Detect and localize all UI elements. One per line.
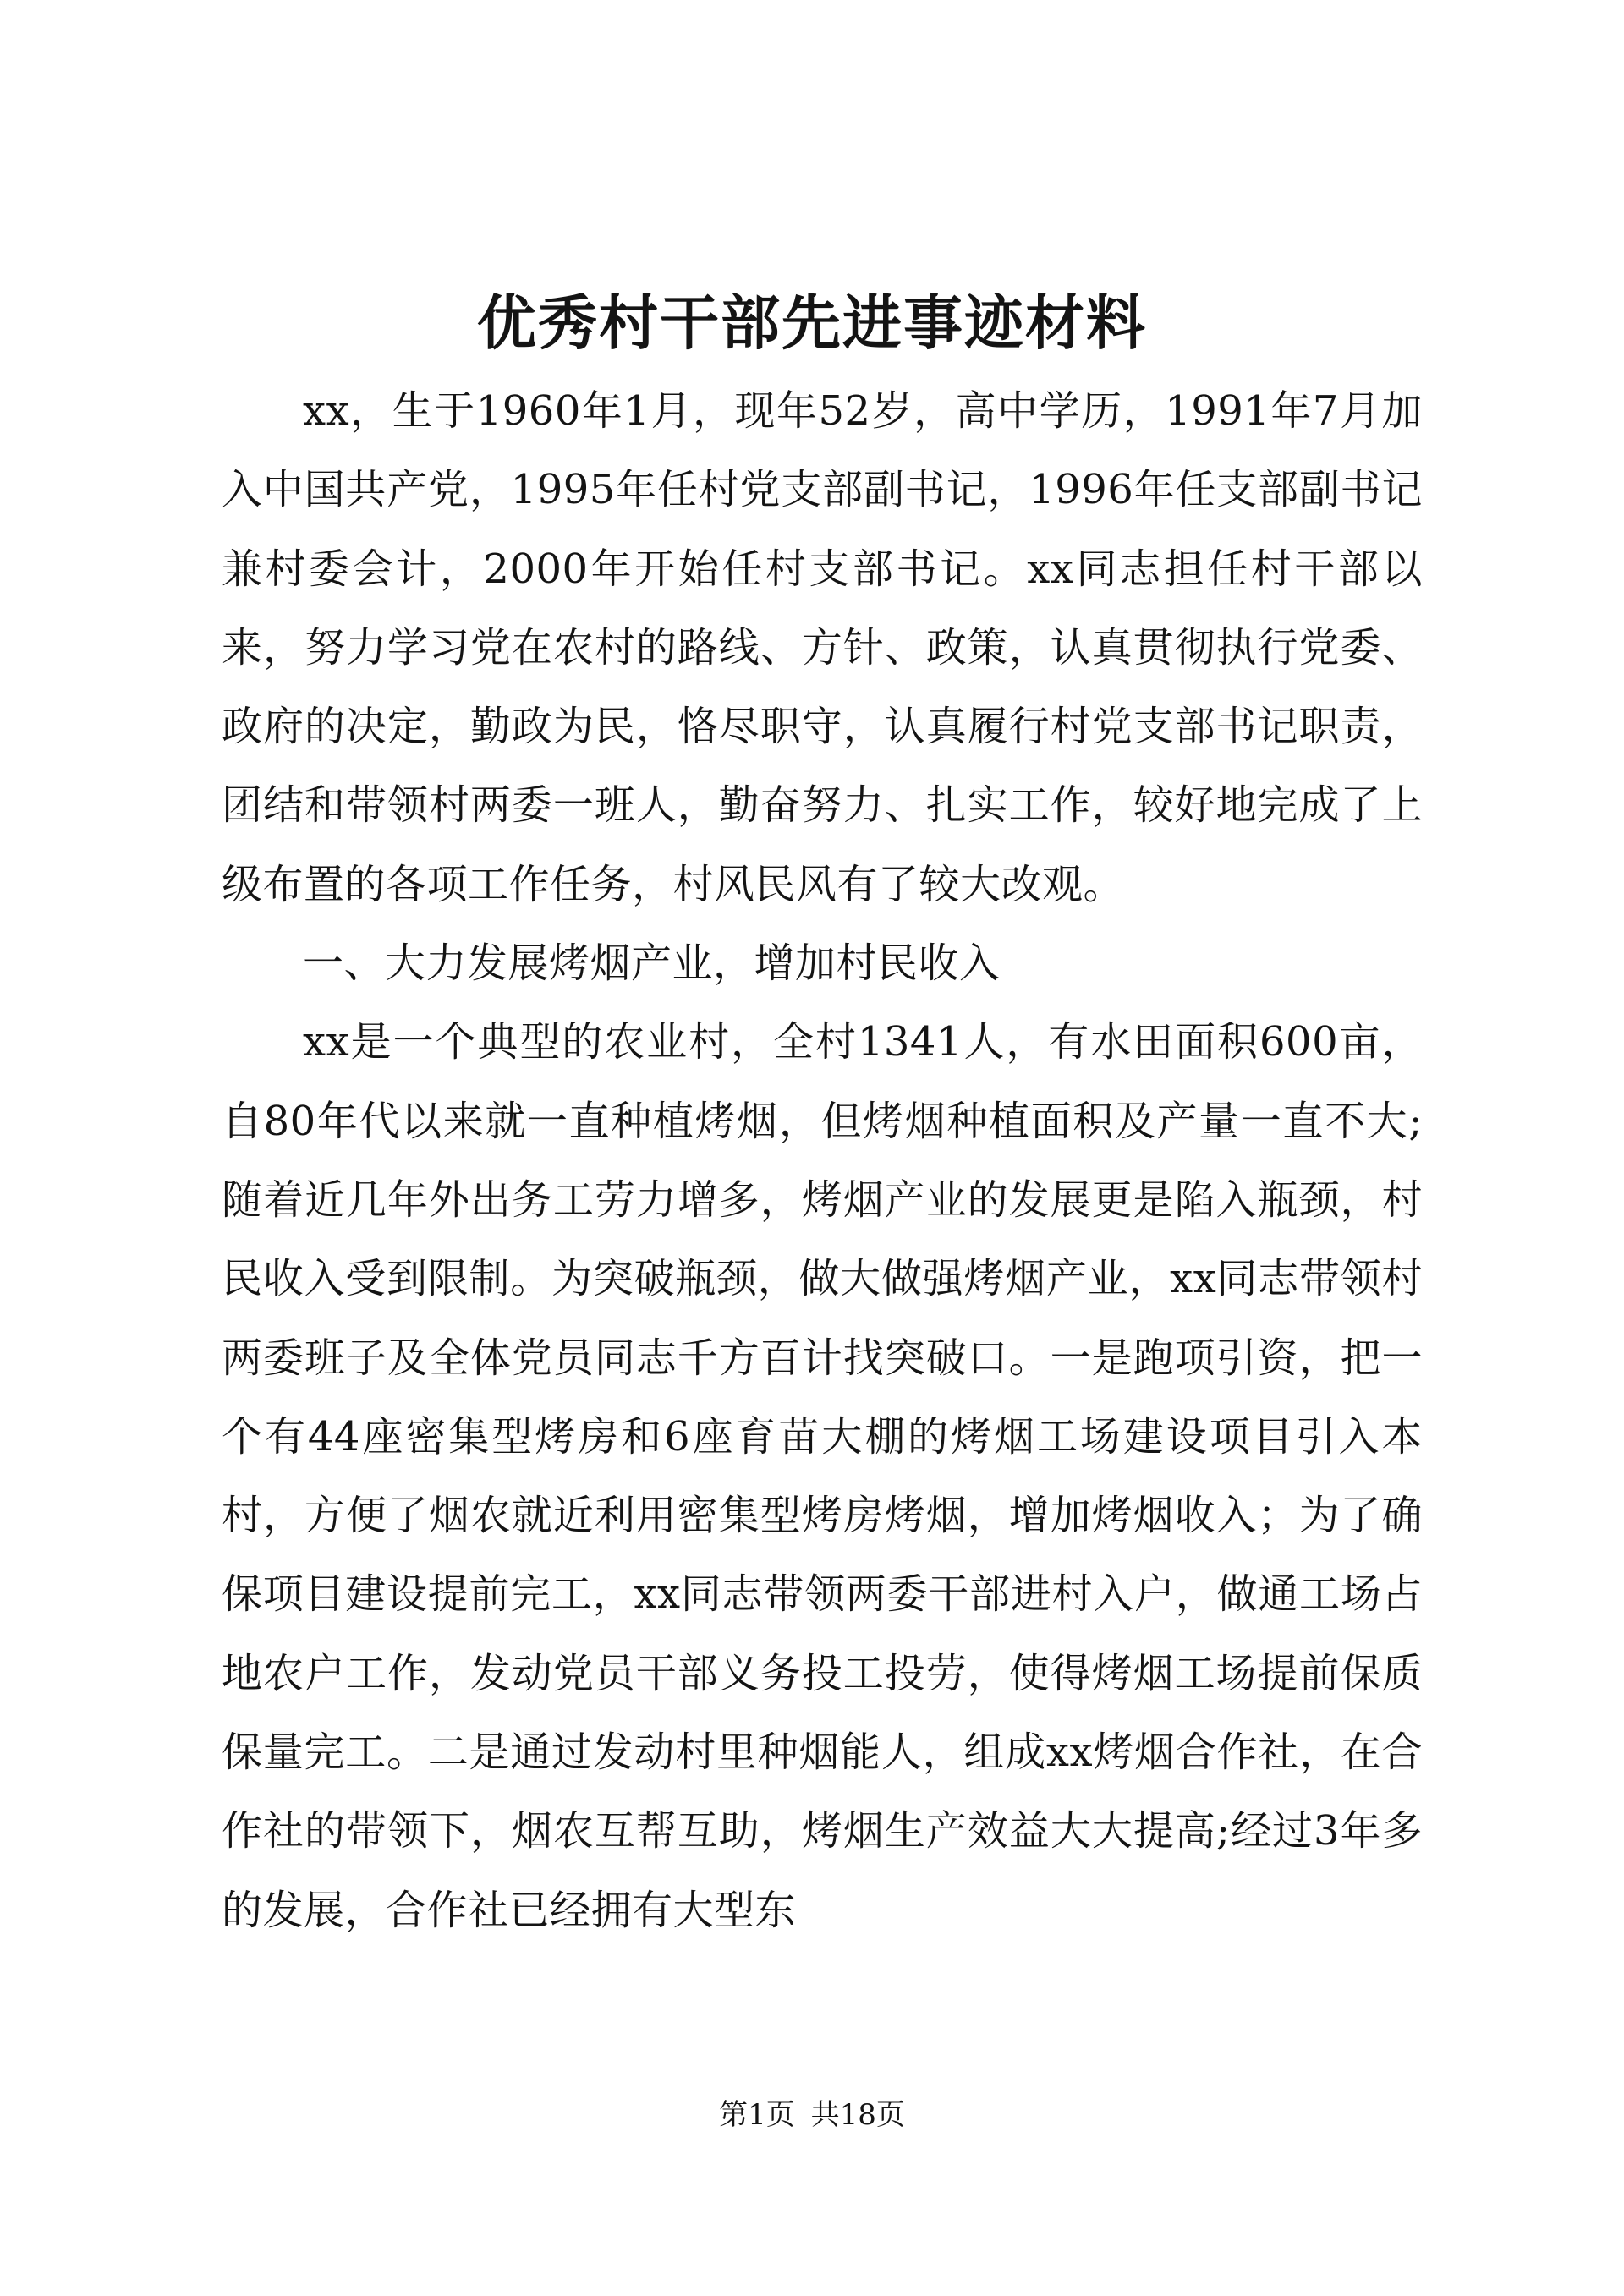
document-title: 优秀村干部先进事迹材料 (477, 288, 1147, 358)
paragraph-section-1: xx是一个典型的农业村，全村1341人，有水田面积600亩，自80年代以来就一直种植烤烟，但烤烟种植面积及产量一直不大;随着近几年外出务工劳力增多，烤烟产业的发展更是陷入瓶颈，村民收入受到限制。为突破瓶颈，做大做强烤烟产业，xx同志带领村两委班子及全体党员同志千方百计找突破口。一是跑项引资，把一个有44座密集型烤房和6座育苗大棚的烤烟工场建设项目引入本村，方便了烟农就近利用密集型烤房烤烟，增加烤烟收入；为了确保项目建设提前完工，xx同志带领两委干部进村入户，做通工场占地农户工作，发动党员干部义务投工投劳，使得烤烟工场提前保质保量完工。二是通过发动村里种烟能人，组成xx烤烟合作社，在合作社的带领下，烟农互帮互助，烤烟生产效益大大提高;经过3年多的发展，合作社已经拥有大型东 (222, 1018, 1423, 1934)
page-number: 第1页 (719, 2098, 795, 2132)
page-total: 共18页 (810, 2098, 905, 2132)
paragraph-intro: xx，生于1960年1月，现年52岁，高中学历，1991年7月加入中国共产党，1995年任村党支部副书记，1996年任支部副书记兼村委会计，2000年开始任村支部书记。xx同志担任村干部以来，努力学习党在农村的路线、方针、政策，认真贯彻执行党委、政府的决定，勤政为民，恪尽职守，认真履行村党支部书记职责，团结和带领村两委一班人，勤奋努力、扎实工作，较好地完成了上级布置的各项工作任务，村风民风有了较大改观。 (222, 387, 1423, 908)
page-footer (0, 2094, 1624, 2136)
document-body (222, 372, 1423, 1950)
section-heading-1: 一、大力发展烤烟产业，增加村民收入 (303, 940, 1001, 988)
